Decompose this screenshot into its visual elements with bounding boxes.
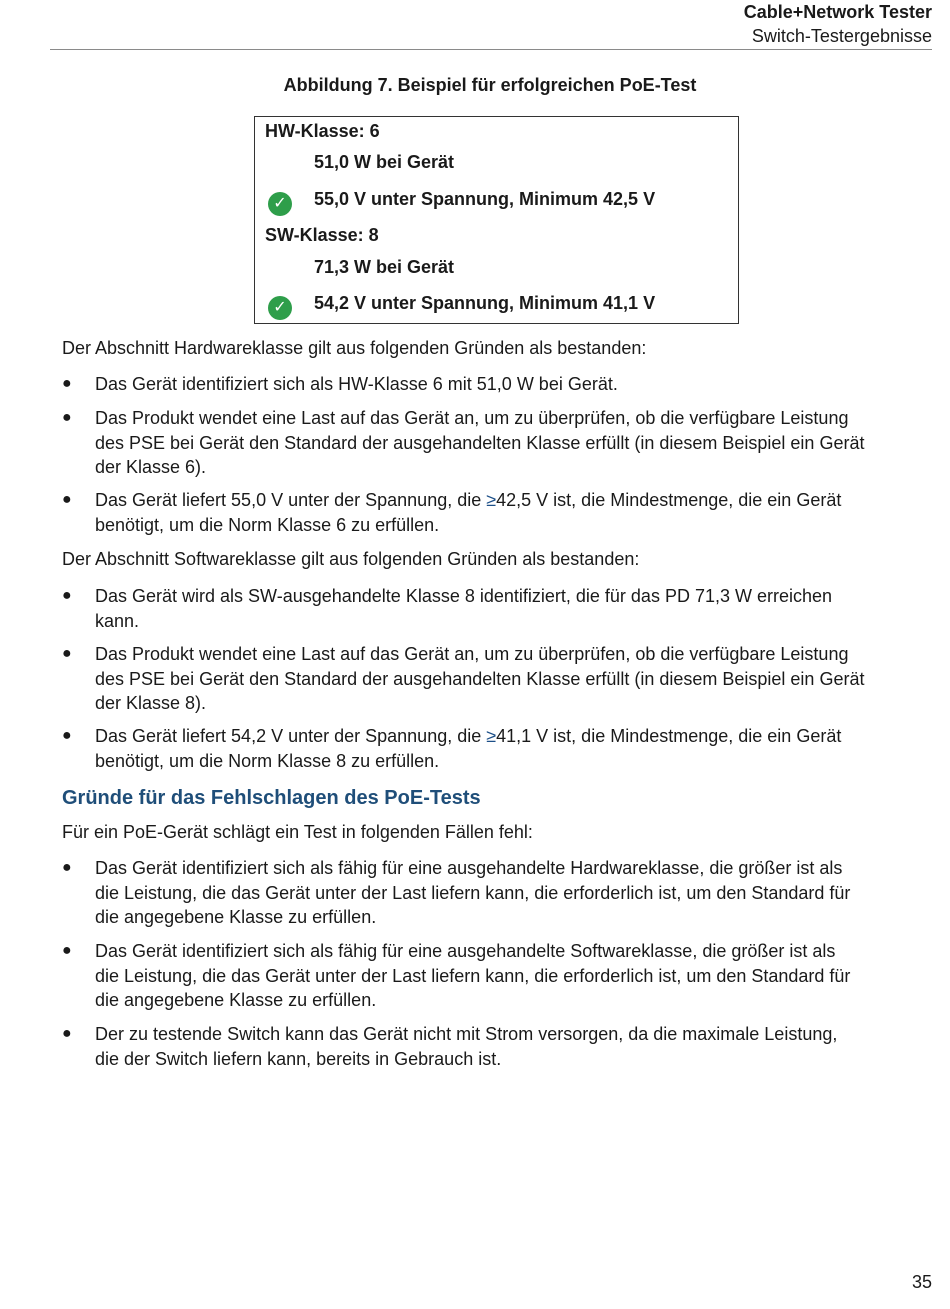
page-number: 35 (911, 1272, 932, 1292)
list-item: Das Gerät identifiziert sich als fähig für eine ausgehandelte Softwareklasse, die größer ist als die Leistung, die das Gerät unter der Last liefern kann, die erforderlich ist, um den Standard für die angegebene Klasse zu erfüllen. (95, 941, 851, 1010)
bullet-icon: ● (62, 375, 72, 392)
list-item: Das Gerät identifiziert sich als HW-Klasse 6 mit 51,0 W bei Gerät. (95, 374, 618, 394)
check-icon: ✓ (268, 192, 292, 216)
section-title: Switch-Testergebnisse (751, 26, 932, 46)
figure-caption: Abbildung 7. Beispiel für erfolgreichen PoE-Test (283, 75, 697, 95)
hw-intro: Der Abschnitt Hardwareklasse gilt aus folgenden Gründen als bestanden: (62, 338, 647, 358)
sw-intro: Der Abschnitt Softwareklasse gilt aus folgenden Gründen als bestanden: (62, 549, 640, 569)
greater-equal-sign: ≥ (486, 726, 497, 746)
sw-voltage-value: 54,2 V unter Spannung, Minimum 41,1 V (314, 293, 656, 313)
list-item: Das Gerät wird als SW-ausgehandelte Klasse 8 identifiziert, die für das PD 71,3 W erreichen kann. (95, 586, 833, 631)
list-item: Das Gerät liefert 54,2 V unter der Spannung, die ≥41,1 V ist, die Mindestmenge, die ein Gerät benötigt, um die Norm Klasse 8 zu erfüllen. (95, 726, 842, 771)
sw-class-label: SW-Klasse: 8 (265, 225, 379, 245)
list-item: Der zu testende Switch kann das Gerät nicht mit Strom versorgen, da die maximale Leistung, die der Switch liefern kann, bereits in Gebrauch ist. (95, 1024, 838, 1069)
list-item: Das Gerät liefert 55,0 V unter der Spannung, die ≥42,5 V ist, die Mindestmenge, die ein Gerät benötigt, um die Norm Klasse 6 zu erfüllen. (95, 490, 842, 535)
list-item: Das Gerät identifiziert sich als fähig für eine ausgehandelte Hardwareklasse, die größer ist als die Leistung, die das Gerät unter der Last liefern kann, die erforderlich ist, um den Standard für die angegebene Klasse zu erfüllen. (95, 858, 851, 927)
greater-equal-sign: ≥ (486, 490, 497, 510)
bullet-icon: ● (62, 727, 72, 744)
poe-result-figure (254, 116, 739, 324)
list-item: Das Produkt wendet eine Last auf das Gerät an, um zu überprüfen, ob die verfügbare Leistung des PSE bei Gerät den Standard der ausgehandelten Klasse erfüllt (in diesem Beispiel ein Gerät der Klasse 6). (95, 408, 865, 477)
hw-voltage-value: 55,0 V unter Spannung, Minimum 42,5 V (314, 189, 656, 209)
bullet-icon: ● (62, 1025, 72, 1042)
list-item: Das Produkt wendet eine Last auf das Gerät an, um zu überprüfen, ob die verfügbare Leistung des PSE bei Gerät den Standard der ausgehandelten Klasse erfüllt (in diesem Beispiel ein Gerät der Klasse 8). (95, 644, 865, 713)
product-title: Cable+Network Tester (743, 2, 932, 22)
bullet-icon: ● (62, 587, 72, 604)
bullet-icon: ● (62, 942, 72, 959)
section-heading: Gründe für das Fehlschlagen des PoE-Tests (62, 787, 481, 809)
check-icon: ✓ (268, 296, 292, 320)
page-header (744, 0, 932, 48)
bullet-icon: ● (62, 645, 72, 662)
hw-power-value: 51,0 W bei Gerät (314, 152, 455, 172)
fail-intro: Für ein PoE-Gerät schlägt ein Test in folgenden Fällen fehl: (62, 822, 533, 842)
bullet-icon: ● (62, 409, 72, 426)
header-rule (50, 49, 932, 50)
hw-class-label: HW-Klasse: 6 (265, 121, 380, 141)
sw-power-value: 71,3 W bei Gerät (314, 257, 455, 277)
bullet-icon: ● (62, 491, 72, 508)
bullet-icon: ● (62, 859, 72, 876)
